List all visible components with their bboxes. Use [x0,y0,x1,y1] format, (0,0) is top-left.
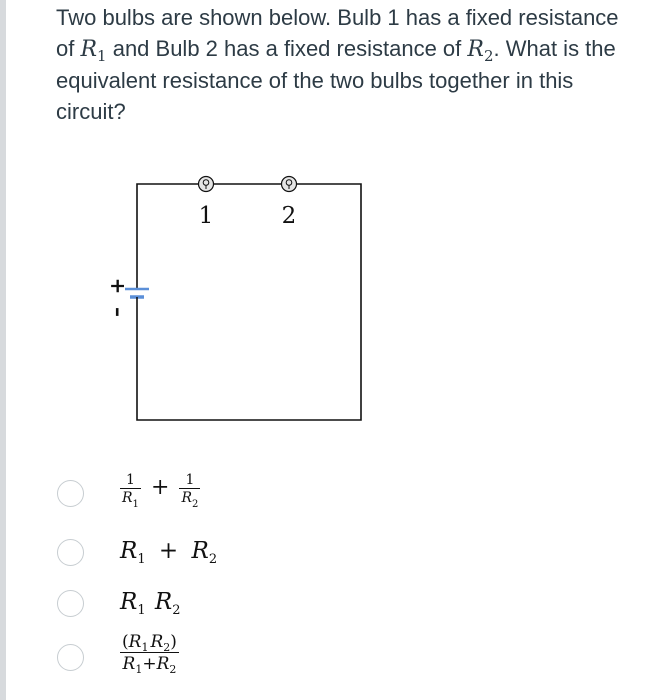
answer-1-formula: $\frac{1}{R_1}$ + $\frac{1}{R_2}$ [122,472,199,510]
fraction-product-over-sum: $\frac{(R_1 R_2)}{R_1+R_2}$ [122,632,177,676]
r2-symbol: $R_2$ [467,37,494,65]
circuit-diagram [100,165,370,427]
answer-2-radio[interactable] [57,539,84,566]
fraction-1-over-r1: $\frac{1}{R_1}$ [122,472,139,510]
bulb-1-label: 1 [198,203,214,229]
answer-3-radio[interactable] [57,590,84,617]
question-text-part3: . What is the equivalent resistance of the two bulbs together in this circuit? [56,36,616,124]
question-text [56,2,636,127]
bulb-1-icon [199,177,214,192]
answer-option-2[interactable] [0,530,652,580]
fraction-1-over-r2: $\frac{1}{R_2}$ [181,472,199,510]
battery-plus-sign: + [105,277,129,295]
answer-option-1[interactable] [0,470,652,520]
answer-4-formula [120,632,179,674]
circuit-wire [137,184,361,420]
bulb-2-label: 2 [281,203,297,229]
question-text-part1: Two bulbs are shown below. Bulb 1 has a fixed resistance of [56,5,619,61]
answer-option-3[interactable] [0,585,652,635]
bulb-2-icon [282,177,297,192]
answer-3-formula: $R_1$ $R_2$ [120,589,181,618]
battery-minus-sign: – [104,307,128,317]
answer-option-4[interactable] [0,632,652,692]
answer-1-radio[interactable] [57,480,84,507]
question-text-part2: and Bulb 2 has a fixed resistance of [106,36,468,61]
r1-symbol: $R_1$ [80,37,107,65]
answer-2-formula: $R_1 + R_2$ [120,538,218,567]
answer-4-radio[interactable] [57,644,84,671]
